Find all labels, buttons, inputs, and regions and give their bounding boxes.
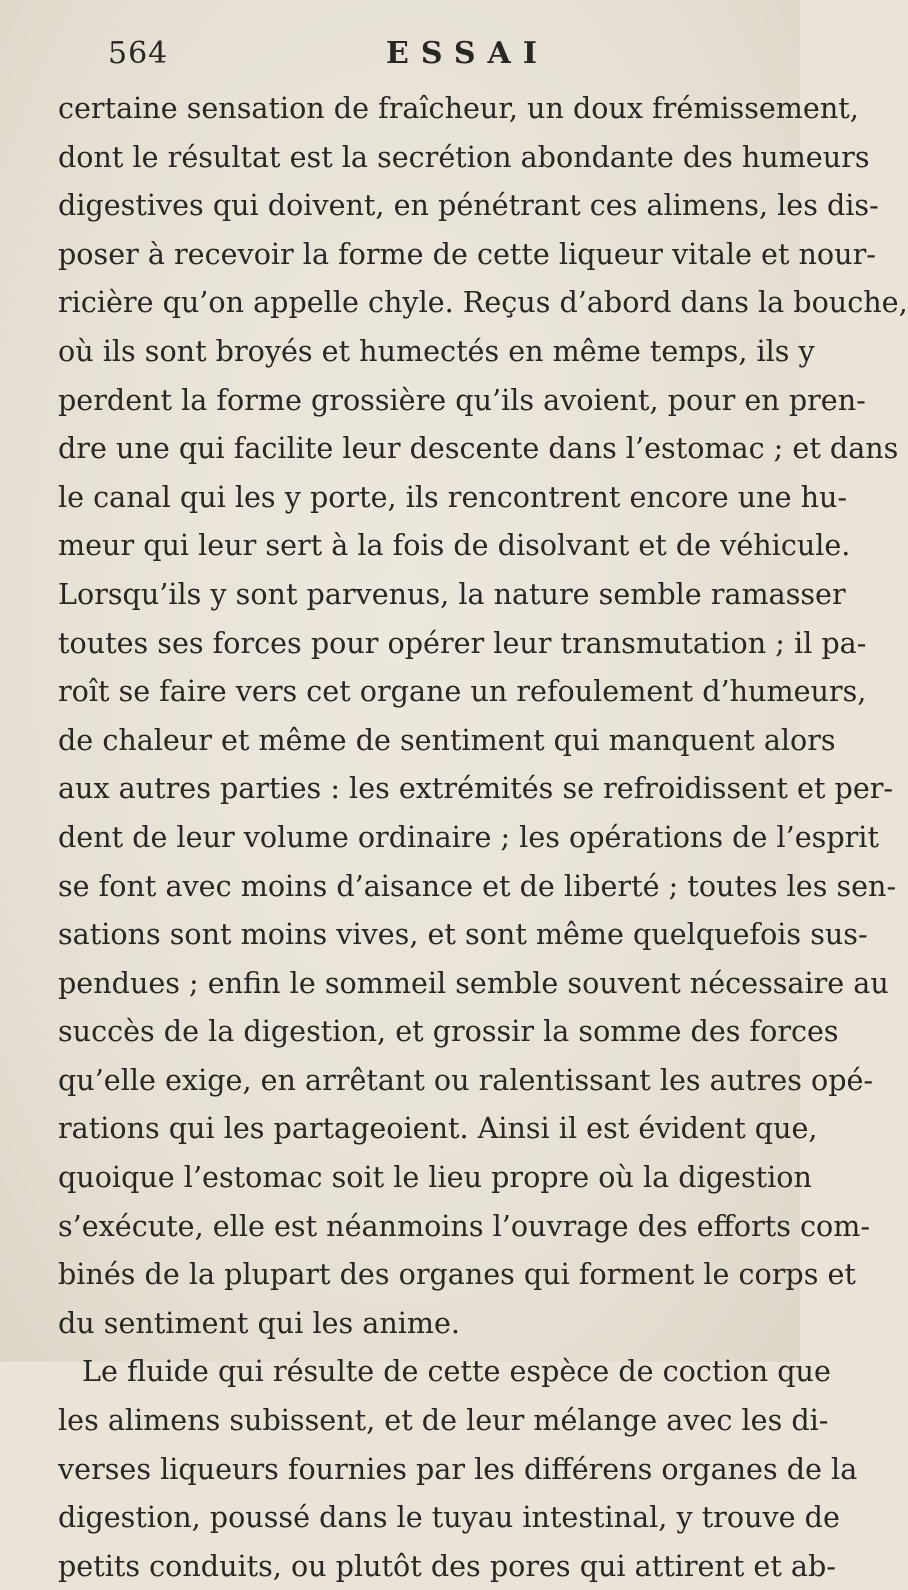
text-line: certaine sensation de fraîcheur, un doux frémissement,: [58, 91, 859, 125]
text-line: digestion, poussé dans le tuyau intestinal, y trouve de: [58, 1500, 840, 1535]
text-line: dent de leur volume ordinaire ; les opérations de l’esprit: [58, 819, 879, 854]
text-line: de chaleur et même de sentiment qui manquent alors: [58, 722, 836, 757]
text-line: qu’elle exige, en arrêtant ou ralentissant les autres opé-: [58, 1062, 874, 1097]
text-line: le canal qui les y porte, ils rencontrent encore une hu-: [58, 479, 848, 514]
text-line: Le fluide qui résulte de cette espèce de coction que: [82, 1354, 831, 1389]
text-line: pendues ; enfin le sommeil semble souvent nécessaire au: [58, 965, 889, 1000]
text-line: binés de la plupart des organes qui forment le corps et: [58, 1257, 856, 1292]
text-line: Lorsqu’ils y sont parvenus, la nature semble ramasser: [58, 576, 846, 611]
running-head: [108, 36, 730, 76]
text-line: roît se faire vers cet organe un refoulement d’humeurs,: [58, 674, 867, 709]
text-line: toutes ses forces pour opérer leur transmutation ; il pa-: [58, 625, 867, 660]
text-line: rations qui les partageoient. Ainsi il est évident que,: [58, 1111, 818, 1146]
text-line: aux autres parties : les extrémités se refroidissent et per-: [58, 771, 894, 806]
text-line: sations sont moins vives, et sont même quelquefois sus-: [58, 917, 868, 952]
running-title: ESSAI: [386, 36, 549, 71]
text-line: ricière qu’on appelle chyle. Reçus d’abord dans la bouche,: [58, 285, 908, 320]
text-line: petits conduits, ou plutôt des pores qui attirent et ab-: [58, 1548, 836, 1583]
text-line: du sentiment qui les anime.: [58, 1305, 461, 1340]
text-line: verses liqueurs fournies par les différens organes de la: [58, 1451, 858, 1486]
page-number: 564: [108, 36, 169, 71]
text-line: succès de la digestion, et grossir la somme des forces: [58, 1014, 839, 1049]
text-line: meur qui leur sert à la fois de disolvant et de véhicule.: [58, 528, 851, 563]
text-line: quoique l’estomac soit le lieu propre où la digestion: [58, 1160, 812, 1195]
text-line: se font avec moins d’aisance et de liberté ; toutes les sen-: [58, 868, 897, 903]
text-line: dre une qui facilite leur descente dans l’estomac ; et dans: [58, 431, 899, 466]
text-line: perdent la forme grossière qu’ils avoient, pour en pren-: [58, 382, 866, 417]
text-line: dont le résultat est la secrétion abondante des humeurs: [58, 139, 870, 174]
text-line: digestives qui doivent, en pénétrant ces alimens, les dis-: [58, 188, 879, 223]
text-line: les alimens subissent, et de leur mélange avec les di-: [58, 1403, 829, 1438]
text-line: s’exécute, elle est néanmoins l’ouvrage des efforts com-: [58, 1208, 871, 1243]
body-text: [58, 84, 908, 1590]
text-line: où ils sont broyés et humectés en même temps, ils y: [58, 333, 815, 368]
text-line: poser à recevoir la forme de cette liqueur vitale et nour-: [58, 236, 876, 271]
